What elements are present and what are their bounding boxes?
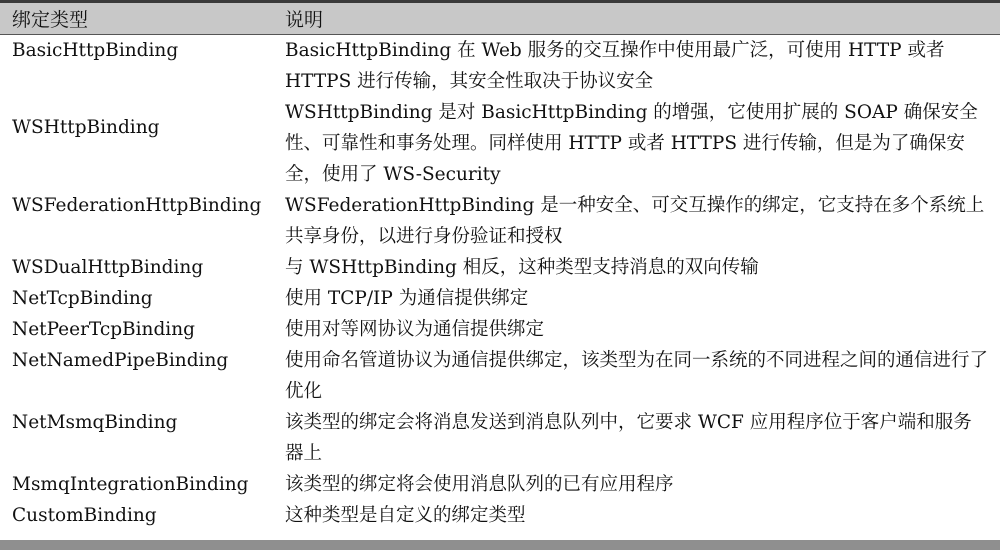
binding-description: BasicHttpBinding 在 Web 服务的交互操作中使用最广泛，可使用 HTTP 或者 HTTPS 进行传输，其安全性取决于协议安全: [285, 40, 945, 92]
binding-name: NetPeerTcpBinding: [12, 319, 195, 340]
table-body: [0, 35, 1000, 532]
table-row: [0, 97, 1000, 190]
binding-name: MsmqIntegrationBinding: [12, 474, 249, 495]
binding-description: 使用对等网协议为通信提供绑定: [285, 319, 545, 340]
binding-name: NetMsmqBinding: [12, 412, 178, 433]
binding-description: 使用 TCP/IP 为通信提供绑定: [285, 288, 529, 309]
binding-description: 该类型的绑定将会使用消息队列的已有应用程序: [285, 474, 674, 495]
table-row: [0, 190, 1000, 252]
binding-description: 这种类型是自定义的绑定类型: [285, 505, 526, 526]
binding-description: 使用命名管道协议为通信提供绑定，该类型为在同一系统的不同进程之间的通信进行了优化: [285, 350, 989, 402]
bottom-rule: [0, 540, 1000, 550]
binding-name: BasicHttpBinding: [12, 40, 179, 61]
table-row: [0, 469, 1000, 500]
table-row: [0, 500, 1000, 531]
table-row: [0, 314, 1000, 345]
binding-description: 该类型的绑定会将消息发送到消息队列中，它要求 WCF 应用程序位于客户端和服务器上: [285, 412, 972, 464]
header-row: [0, 3, 1000, 35]
binding-name: CustomBinding: [12, 505, 157, 526]
table-row: [0, 345, 1000, 407]
binding-name: NetTcpBinding: [12, 288, 153, 309]
binding-description: 与 WSHttpBinding 相反，这种类型支持消息的双向传输: [285, 257, 759, 278]
table-row: [0, 283, 1000, 314]
binding-types-table: [0, 3, 1000, 531]
table-header: [0, 3, 1000, 35]
binding-name: WSHttpBinding: [12, 117, 160, 138]
table-row: [0, 35, 1000, 98]
table-row: [0, 407, 1000, 469]
header-binding-type: 绑定类型: [0, 3, 282, 35]
binding-description: WSHttpBinding 是对 BasicHttpBinding 的增强，它使用扩展的 SOAP 确保安全性、可靠性和事务处理。同样使用 HTTP 或者 HTTPS 进行传输，但是为了确保安全，使用了 WS-Security: [285, 102, 978, 185]
header-description: 说明: [282, 3, 1000, 35]
binding-name: NetNamedPipeBinding: [12, 350, 229, 371]
binding-description: WSFederationHttpBinding 是一种安全、可交互操作的绑定，它支持在多个系统上共享身份，以进行身份验证和授权: [285, 195, 985, 247]
table-row: [0, 252, 1000, 283]
binding-name: WSDualHttpBinding: [12, 257, 204, 278]
binding-name: WSFederationHttpBinding: [12, 195, 262, 216]
